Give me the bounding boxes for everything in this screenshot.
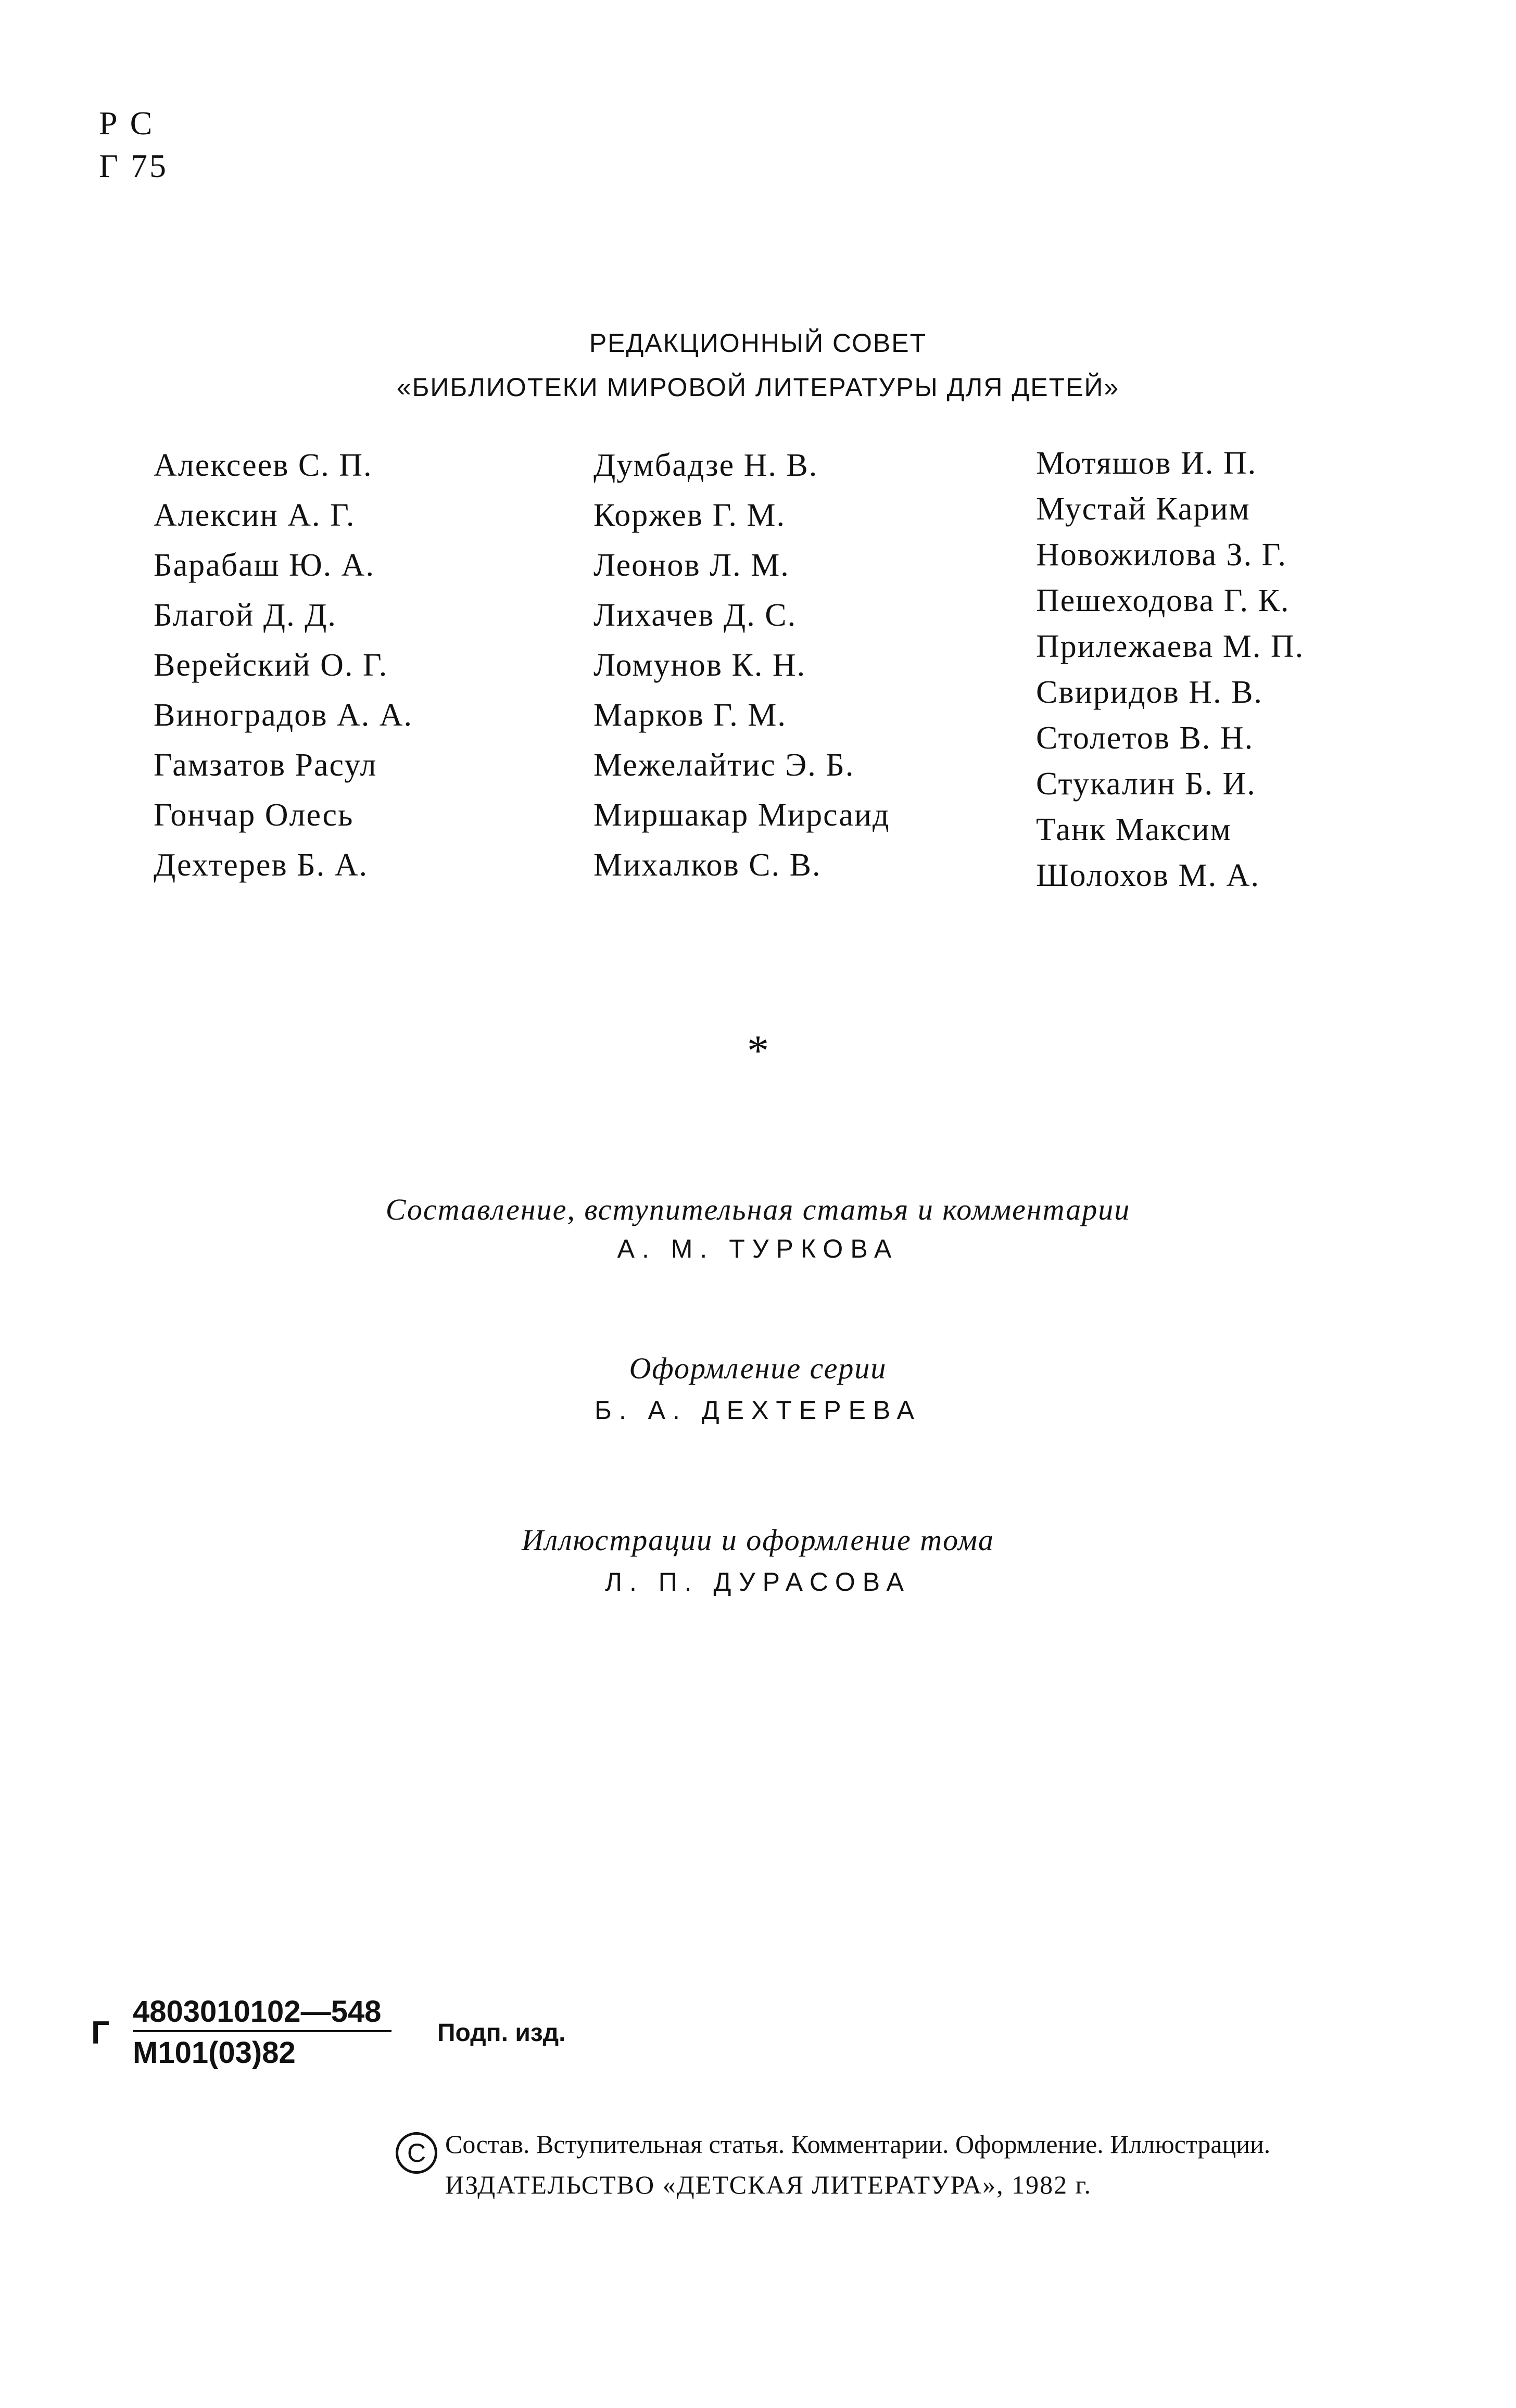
illustrations-name: Л. П. ДУРАСОВА — [605, 1567, 911, 1596]
series-design-name: Б. А. ДЕХТЕРЕВА — [595, 1396, 921, 1425]
bbk-letter: Г — [91, 2015, 110, 2051]
council-column-3 — [1036, 440, 1304, 898]
member-name: Верейский О. Г. — [154, 648, 388, 683]
member-name: Думбадзе Н. В. — [593, 448, 818, 483]
member-name: Михалков С. В. — [593, 847, 822, 883]
member-name: Коржев Г. М. — [593, 498, 786, 533]
member-name: Новожилова З. Г. — [1036, 537, 1287, 573]
bbk-denominator: М101(03)82 — [133, 2036, 296, 2070]
member-name: Межелайтис Э. Б. — [593, 747, 855, 783]
member-name: Шолохов М. А. — [1036, 858, 1260, 893]
council-title: РЕДАКЦИОННЫЙ СОВЕТ — [589, 328, 927, 358]
member-name: Виноградов А. А. — [154, 698, 413, 733]
series-design-label: Оформление серии — [629, 1351, 887, 1385]
member-name: Дехтерев Б. А. — [154, 847, 368, 883]
library-code-line2: Г 75 — [99, 147, 168, 184]
bbk-fraction — [133, 1994, 391, 2074]
member-name: Пешеходова Г. К. — [1036, 583, 1290, 618]
member-name: Стукалин Б. И. — [1036, 766, 1256, 802]
member-name: Миршакар Мирсаид — [593, 797, 890, 833]
subscription-note: Подп. изд. — [437, 2019, 566, 2047]
member-name: Леонов Л. М. — [593, 548, 790, 583]
member-name: Свиридов Н. В. — [1036, 675, 1263, 710]
member-name: Барабаш Ю. А. — [154, 548, 375, 583]
compilation-label: Составление, вступительная статья и комментарии — [385, 1193, 1131, 1226]
member-name: Гончар Олесь — [154, 797, 354, 833]
member-name: Алексин А. Г. — [154, 498, 356, 533]
council-subtitle: «БИБЛИОТЕКИ МИРОВОЙ ЛИТЕРАТУРЫ ДЛЯ ДЕТЕЙ» — [396, 373, 1120, 402]
member-name: Гамзатов Расул — [154, 747, 377, 783]
bbk-index — [91, 1994, 716, 2098]
member-name: Ломунов К. Н. — [593, 648, 806, 683]
copyright-line1: Состав. Вступительная статья. Комментарии. Оформление. Иллюстрации. — [445, 2130, 1271, 2159]
member-name: Мотяшов И. П. — [1036, 446, 1257, 481]
member-name: Танк Максим — [1036, 812, 1232, 847]
separator-asterisk: * — [747, 1026, 769, 1075]
illustrations-label: Иллюстрации и оформление тома — [522, 1523, 994, 1557]
member-name: Столетов В. Н. — [1036, 720, 1254, 756]
copyright-line2: ИЗДАТЕЛЬСТВО «ДЕТСКАЯ ЛИТЕРАТУРА», 1982 г. — [445, 2170, 1092, 2199]
member-name: Благой Д. Д. — [154, 598, 337, 633]
member-name: Мустай Карим — [1036, 491, 1250, 527]
council-column-2 — [593, 440, 890, 890]
copyright-icon: C — [396, 2132, 437, 2174]
member-name: Лихачев Д. С. — [593, 598, 797, 633]
bbk-numerator: 4803010102—548 — [133, 1994, 391, 2032]
library-code-line1: Р С — [99, 105, 155, 142]
council-column-1 — [154, 440, 413, 890]
member-name: Алексеев С. П. — [154, 448, 373, 483]
member-name: Марков Г. М. — [593, 698, 787, 733]
member-name: Прилежаева М. П. — [1036, 629, 1305, 664]
compilation-name: А. М. ТУРКОВА — [617, 1234, 899, 1263]
